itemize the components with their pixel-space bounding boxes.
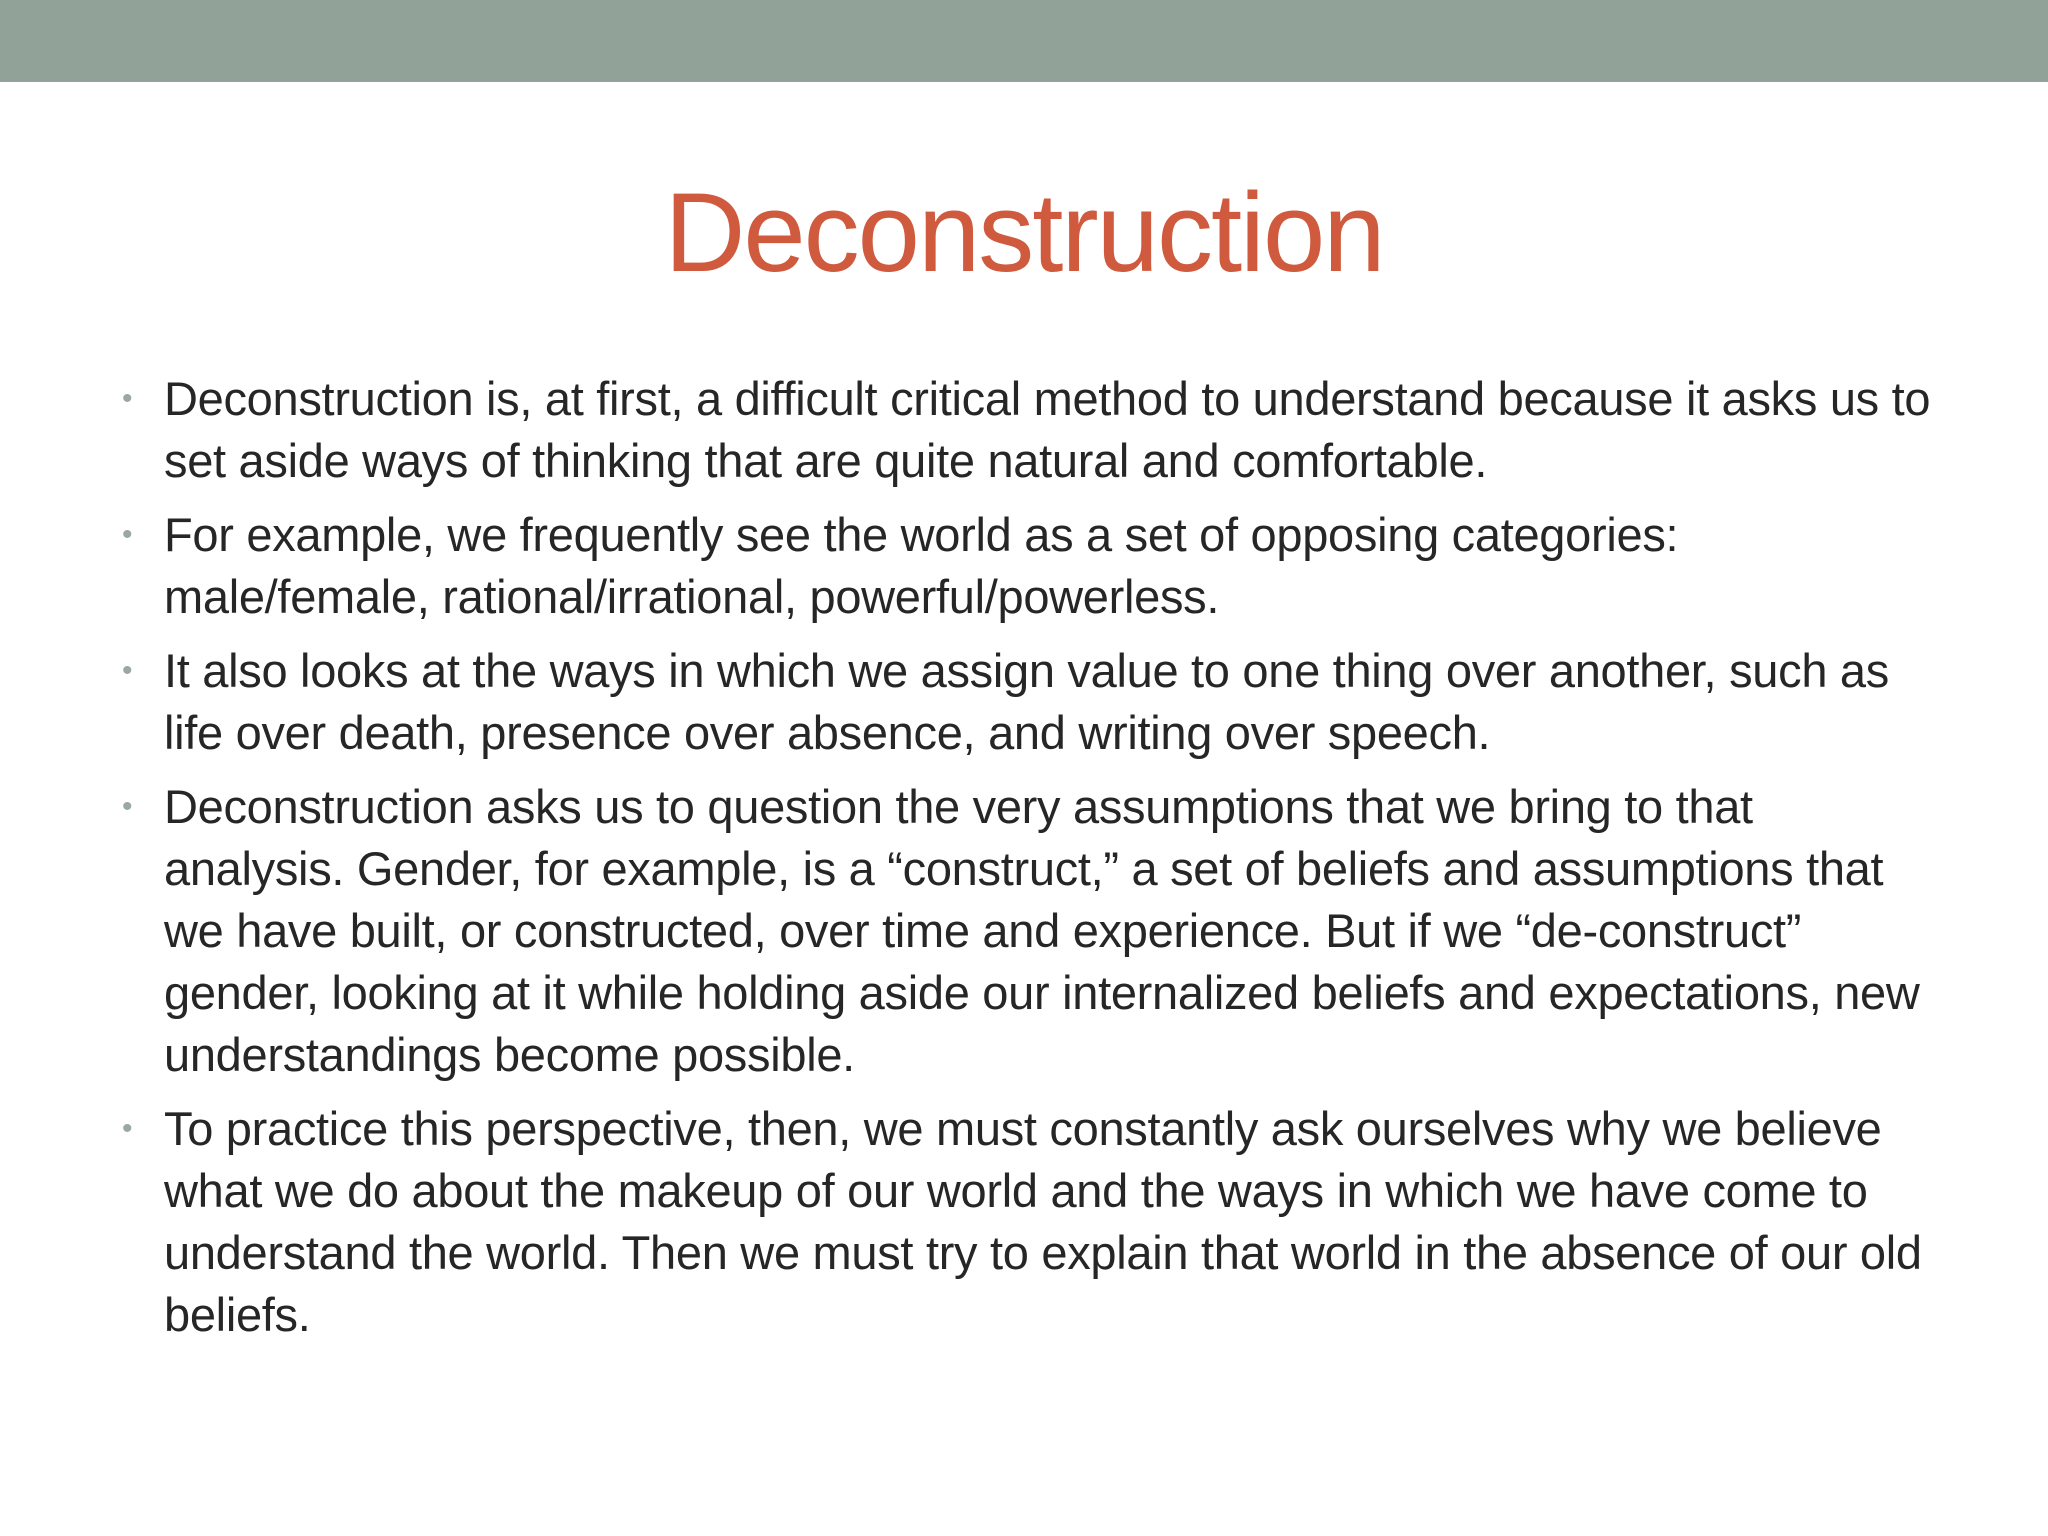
bullet-dot-icon: • <box>122 382 133 415</box>
bullet-item <box>120 640 1940 764</box>
slide-title: Deconstruction <box>664 170 1384 295</box>
bullet-item <box>120 776 1940 1086</box>
bullet-text: Deconstruction asks us to question the very assumptions that we bring to that analysis. Gender, for example, is a “construct,” a set of beliefs and assumptions that we have built, or constructed, over time and experience. But if we “de-construct” gender, looking at it while holding aside our internalized beliefs and expectations, new understandings become possible. <box>164 780 1920 1081</box>
bullet-dot-icon: • <box>122 1112 133 1145</box>
bullet-item <box>120 1098 1940 1346</box>
bullet-text: To practice this perspective, then, we must constantly ask ourselves why we believe what we do about the makeup of our world and the ways in which we have come to understand the world. Then we must try to explain that world in the absence of our old beliefs. <box>164 1102 1922 1341</box>
bullet-text: Deconstruction is, at first, a difficult critical method to understand because it asks us to set aside ways of thinking that are quite natural and comfortable. <box>164 372 1931 487</box>
top-accent-band <box>0 0 2048 82</box>
bullet-list <box>120 368 1940 1358</box>
bullet-dot-icon: • <box>122 518 133 551</box>
bullet-dot-icon: • <box>122 790 133 823</box>
bullet-text: It also looks at the ways in which we assign value to one thing over another, such as life over death, presence over absence, and writing over speech. <box>164 644 1889 759</box>
bullet-dot-icon: • <box>122 654 133 687</box>
bullet-text: For example, we frequently see the world as a set of opposing categories: male/female, rational/irrational, powerful/powerless. <box>164 508 1679 623</box>
bullet-item <box>120 368 1940 492</box>
bullet-item <box>120 504 1940 628</box>
